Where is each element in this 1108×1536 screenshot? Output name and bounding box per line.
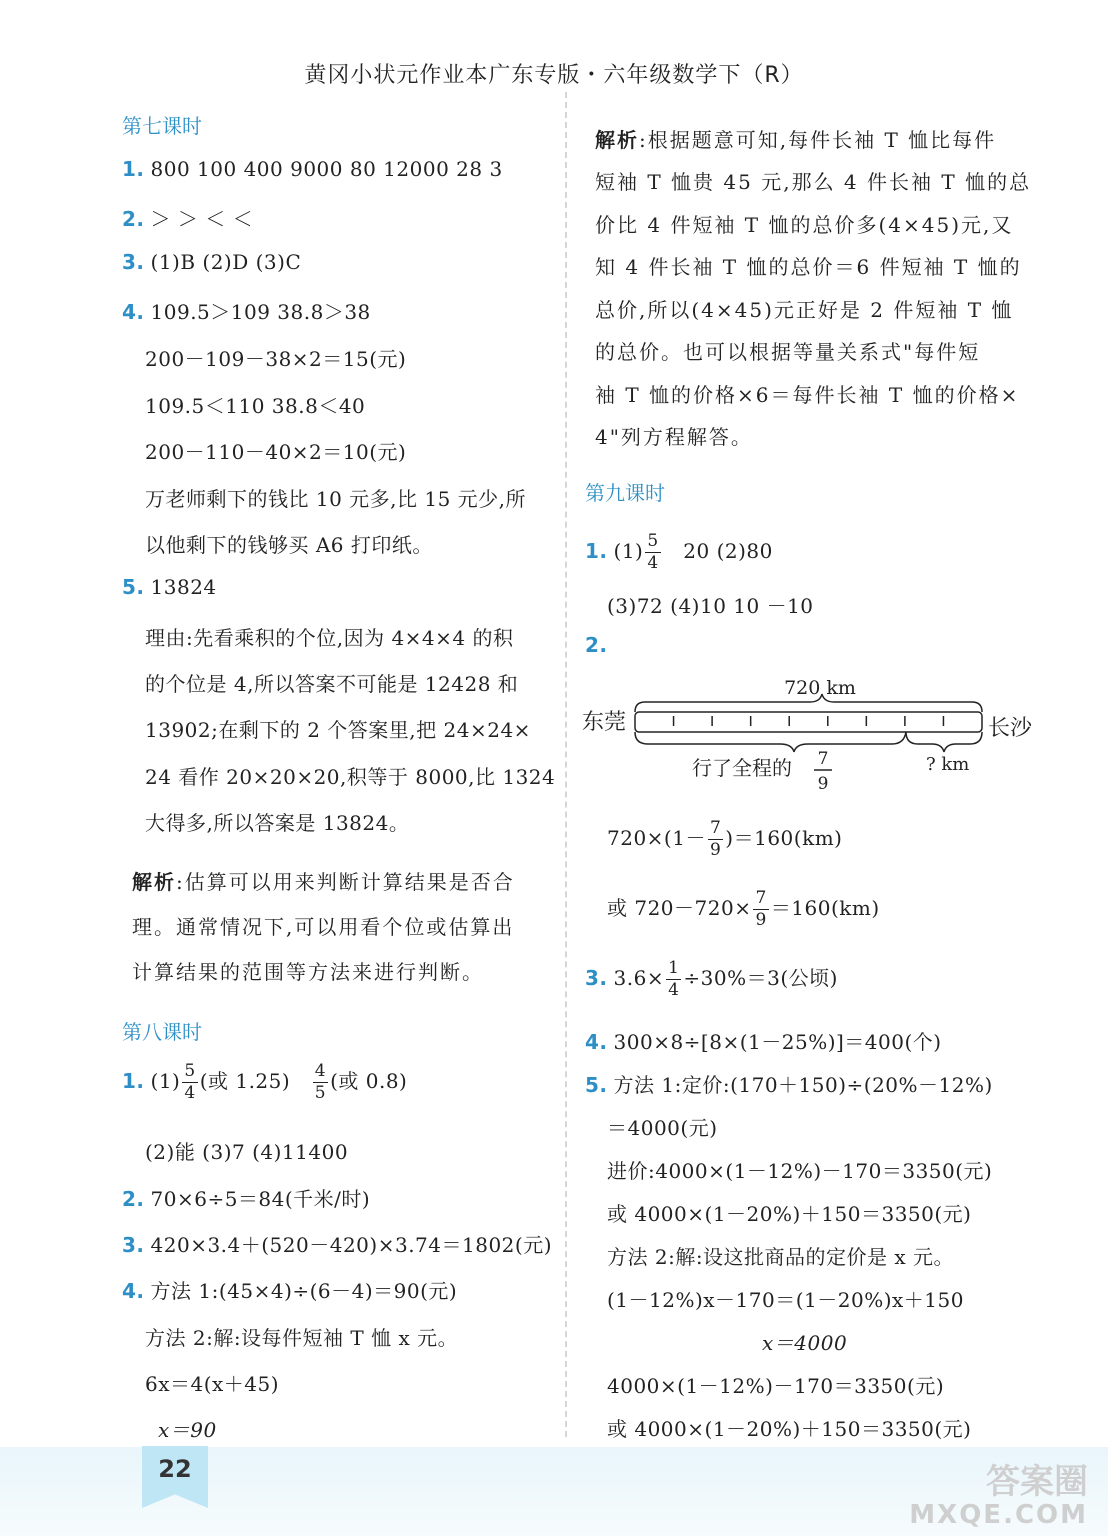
- analysis-8-line-8: 4"列方程解答。: [595, 425, 753, 449]
- answer-9-5-line-8: 4000×(1－12%)－170＝3350(元): [607, 1374, 945, 1398]
- column-divider: [565, 92, 567, 1437]
- section-title-7: 第七课时: [122, 114, 202, 138]
- rest-label: ? km: [926, 754, 970, 775]
- analysis-8-line-7: 袖 T 恤的价格×6＝每件长袖 T 恤的价格×: [595, 383, 1020, 407]
- answer-9-5-line-6: (1－12%)x－170＝(1－20%)x＋150: [607, 1288, 964, 1312]
- answer-8-1-line-2: (2)能 (3)7 (4)11400: [145, 1140, 349, 1164]
- answer-4: 4. 109.5＞109 38.8＞38: [122, 300, 371, 324]
- distance-line-diagram: [580, 672, 1050, 802]
- section-title-8: 第八课时: [122, 1020, 202, 1044]
- route-bar: [635, 712, 982, 732]
- answer-9-3: 3. 3.6× $\frac{1}{4}$ ÷30%＝3(公顷): [585, 958, 838, 1000]
- fraction-5-4-b: $\frac{5}{4}$: [647, 531, 659, 573]
- answer-9-5-line-4: 或 4000×(1－20%)＋150＝3350(元): [607, 1202, 972, 1226]
- answer-8-4-line-3: 6x＝4(x＋45): [145, 1372, 280, 1396]
- analysis-7-line-2: 理。通常情况下,可以用看个位或估算出: [132, 915, 515, 939]
- answer-9-1-line-2: (3)72 (4)10 10 －10: [607, 594, 814, 618]
- total-distance-label: 720 km: [784, 677, 856, 699]
- done-label: 行了全程的: [692, 756, 792, 780]
- fraction-7-9: $\frac{7}{9}$: [709, 818, 722, 860]
- answer-9-2-line-1: 720×(1－ $\frac{7}{9}$ )＝160(km): [607, 818, 843, 860]
- answer-4-line-4: 200－110－40×2＝10(元): [145, 440, 407, 464]
- analysis-7-line-3: 计算结果的范围等方法来进行判断。: [132, 960, 484, 984]
- analysis-8-line-1: 解析:根据题意可知,每件长袖 T 恤比每件: [595, 128, 997, 152]
- page-number: 22: [158, 1455, 192, 1483]
- answer-8-2: 2. 70×6÷5＝84(千米/时): [122, 1187, 371, 1211]
- answer-5-line-3: 13902;在剩下的 2 个答案里,把 24×24×: [145, 718, 531, 742]
- answer-9-1: 1. (1) $\frac{5}{4}$ 20 (2)80: [585, 531, 773, 573]
- answer-5-line-1: 理由:先看乘积的个位,因为 4×4×4 的积: [145, 626, 514, 650]
- done-frac-den: 9: [817, 774, 829, 794]
- analysis-8-line-4: 知 4 件长袖 T 恤的总价＝6 件短袖 T 恤的: [595, 255, 1022, 279]
- right-city: 长沙: [988, 716, 1033, 741]
- answer-8-1: 1. (1) $\frac{5}{4}$ (或 1.25) $\frac{4}{5}$ (或 0.8): [122, 1061, 408, 1103]
- analysis-8-line-3: 价比 4 件短袖 T 恤的总价多(4×45)元,又: [595, 213, 1014, 237]
- bottom-brace-done: [635, 732, 906, 752]
- page-header: 黄冈小状元作业本广东专版・六年级数学下（R）: [304, 63, 804, 88]
- analysis-8-line-6: 的总价。也可以根据等量关系式"每件短: [595, 340, 981, 364]
- answer-4-line-5: 万老师剩下的钱比 10 元多,比 15 元少,所: [145, 487, 527, 511]
- fraction-1-4: $\frac{1}{4}$: [668, 958, 680, 1000]
- answer-1: 1. 800 100 400 9000 80 12000 28 3: [122, 157, 503, 181]
- answer-4-line-6: 以他剩下的钱够买 A6 打印纸。: [145, 533, 433, 557]
- answer-4-line-3: 109.5＜110 38.8＜40: [145, 394, 366, 418]
- answer-3: 3. (1)B (2)D (3)C: [122, 250, 302, 274]
- fraction-5-4: $\frac{5}{4}$: [184, 1061, 196, 1103]
- watermark: 答案圈 MXQE.COM: [909, 1462, 1088, 1531]
- answer-8-4-line-4: x＝90: [158, 1418, 217, 1442]
- analysis-8-line-2: 短袖 T 恤贵 45 元,那么 4 件长袖 T 恤的总: [595, 170, 1032, 194]
- fraction-7-9-b: $\frac{7}{9}$: [755, 888, 767, 930]
- answer-5-line-5: 大得多,所以答案是 13824。: [145, 811, 410, 835]
- answer-9-5-line-2: ＝4000(元): [607, 1116, 718, 1140]
- answer-2: 2. ＞ ＞ ＜ ＜: [122, 207, 254, 231]
- bottom-brace-rest: [906, 732, 982, 752]
- route-ticks: [674, 716, 944, 726]
- answer-5-line-4: 24 看作 20×20×20,积等于 8000,比 1324: [145, 765, 556, 789]
- section-title-9: 第九课时: [585, 481, 665, 505]
- answer-8-3: 3. 420×3.4＋(520－420)×3.74＝1802(元): [122, 1233, 552, 1257]
- answer-9-4: 4. 300×8÷[8×(1－25%)]＝400(个): [585, 1030, 942, 1054]
- answer-5: 5. 13824: [122, 575, 217, 599]
- answer-8-4: 4. 方法 1:(45×4)÷(6－4)＝90(元): [122, 1279, 458, 1303]
- answer-9-5-line-7: x＝4000: [762, 1331, 848, 1355]
- answer-4-line-2: 200－109－38×2＝15(元): [145, 347, 407, 371]
- answer-8-4-line-2: 方法 2:解:设每件短袖 T 恤 x 元。: [145, 1326, 459, 1350]
- answer-9-2: 2.: [585, 633, 608, 657]
- done-frac-num: 7: [817, 749, 829, 769]
- fraction-4-5: $\frac{4}{5}$: [314, 1061, 327, 1103]
- answer-9-2-line-2: 或 720－720× $\frac{7}{9}$ ＝160(km): [607, 888, 880, 930]
- analysis-7-line-1: 解析:估算可以用来判断计算结果是否合: [132, 870, 515, 894]
- answer-9-5-line-9: 或 4000×(1－20%)＋150＝3350(元): [607, 1417, 972, 1441]
- analysis-8-line-5: 总价,所以(4×45)元正好是 2 件短袖 T 恤: [595, 298, 1014, 322]
- left-city: 东莞: [582, 710, 627, 735]
- answer-9-5: 5. 方法 1:定价:(170＋150)÷(20%－12%): [585, 1073, 993, 1097]
- answer-5-line-2: 的个位是 4,所以答案不可能是 12428 和: [145, 672, 519, 696]
- answer-9-5-line-5: 方法 2:解:设这批商品的定价是 x 元。: [607, 1245, 955, 1269]
- answer-9-5-line-3: 进价:4000×(1－12%)－170＝3350(元): [607, 1159, 993, 1183]
